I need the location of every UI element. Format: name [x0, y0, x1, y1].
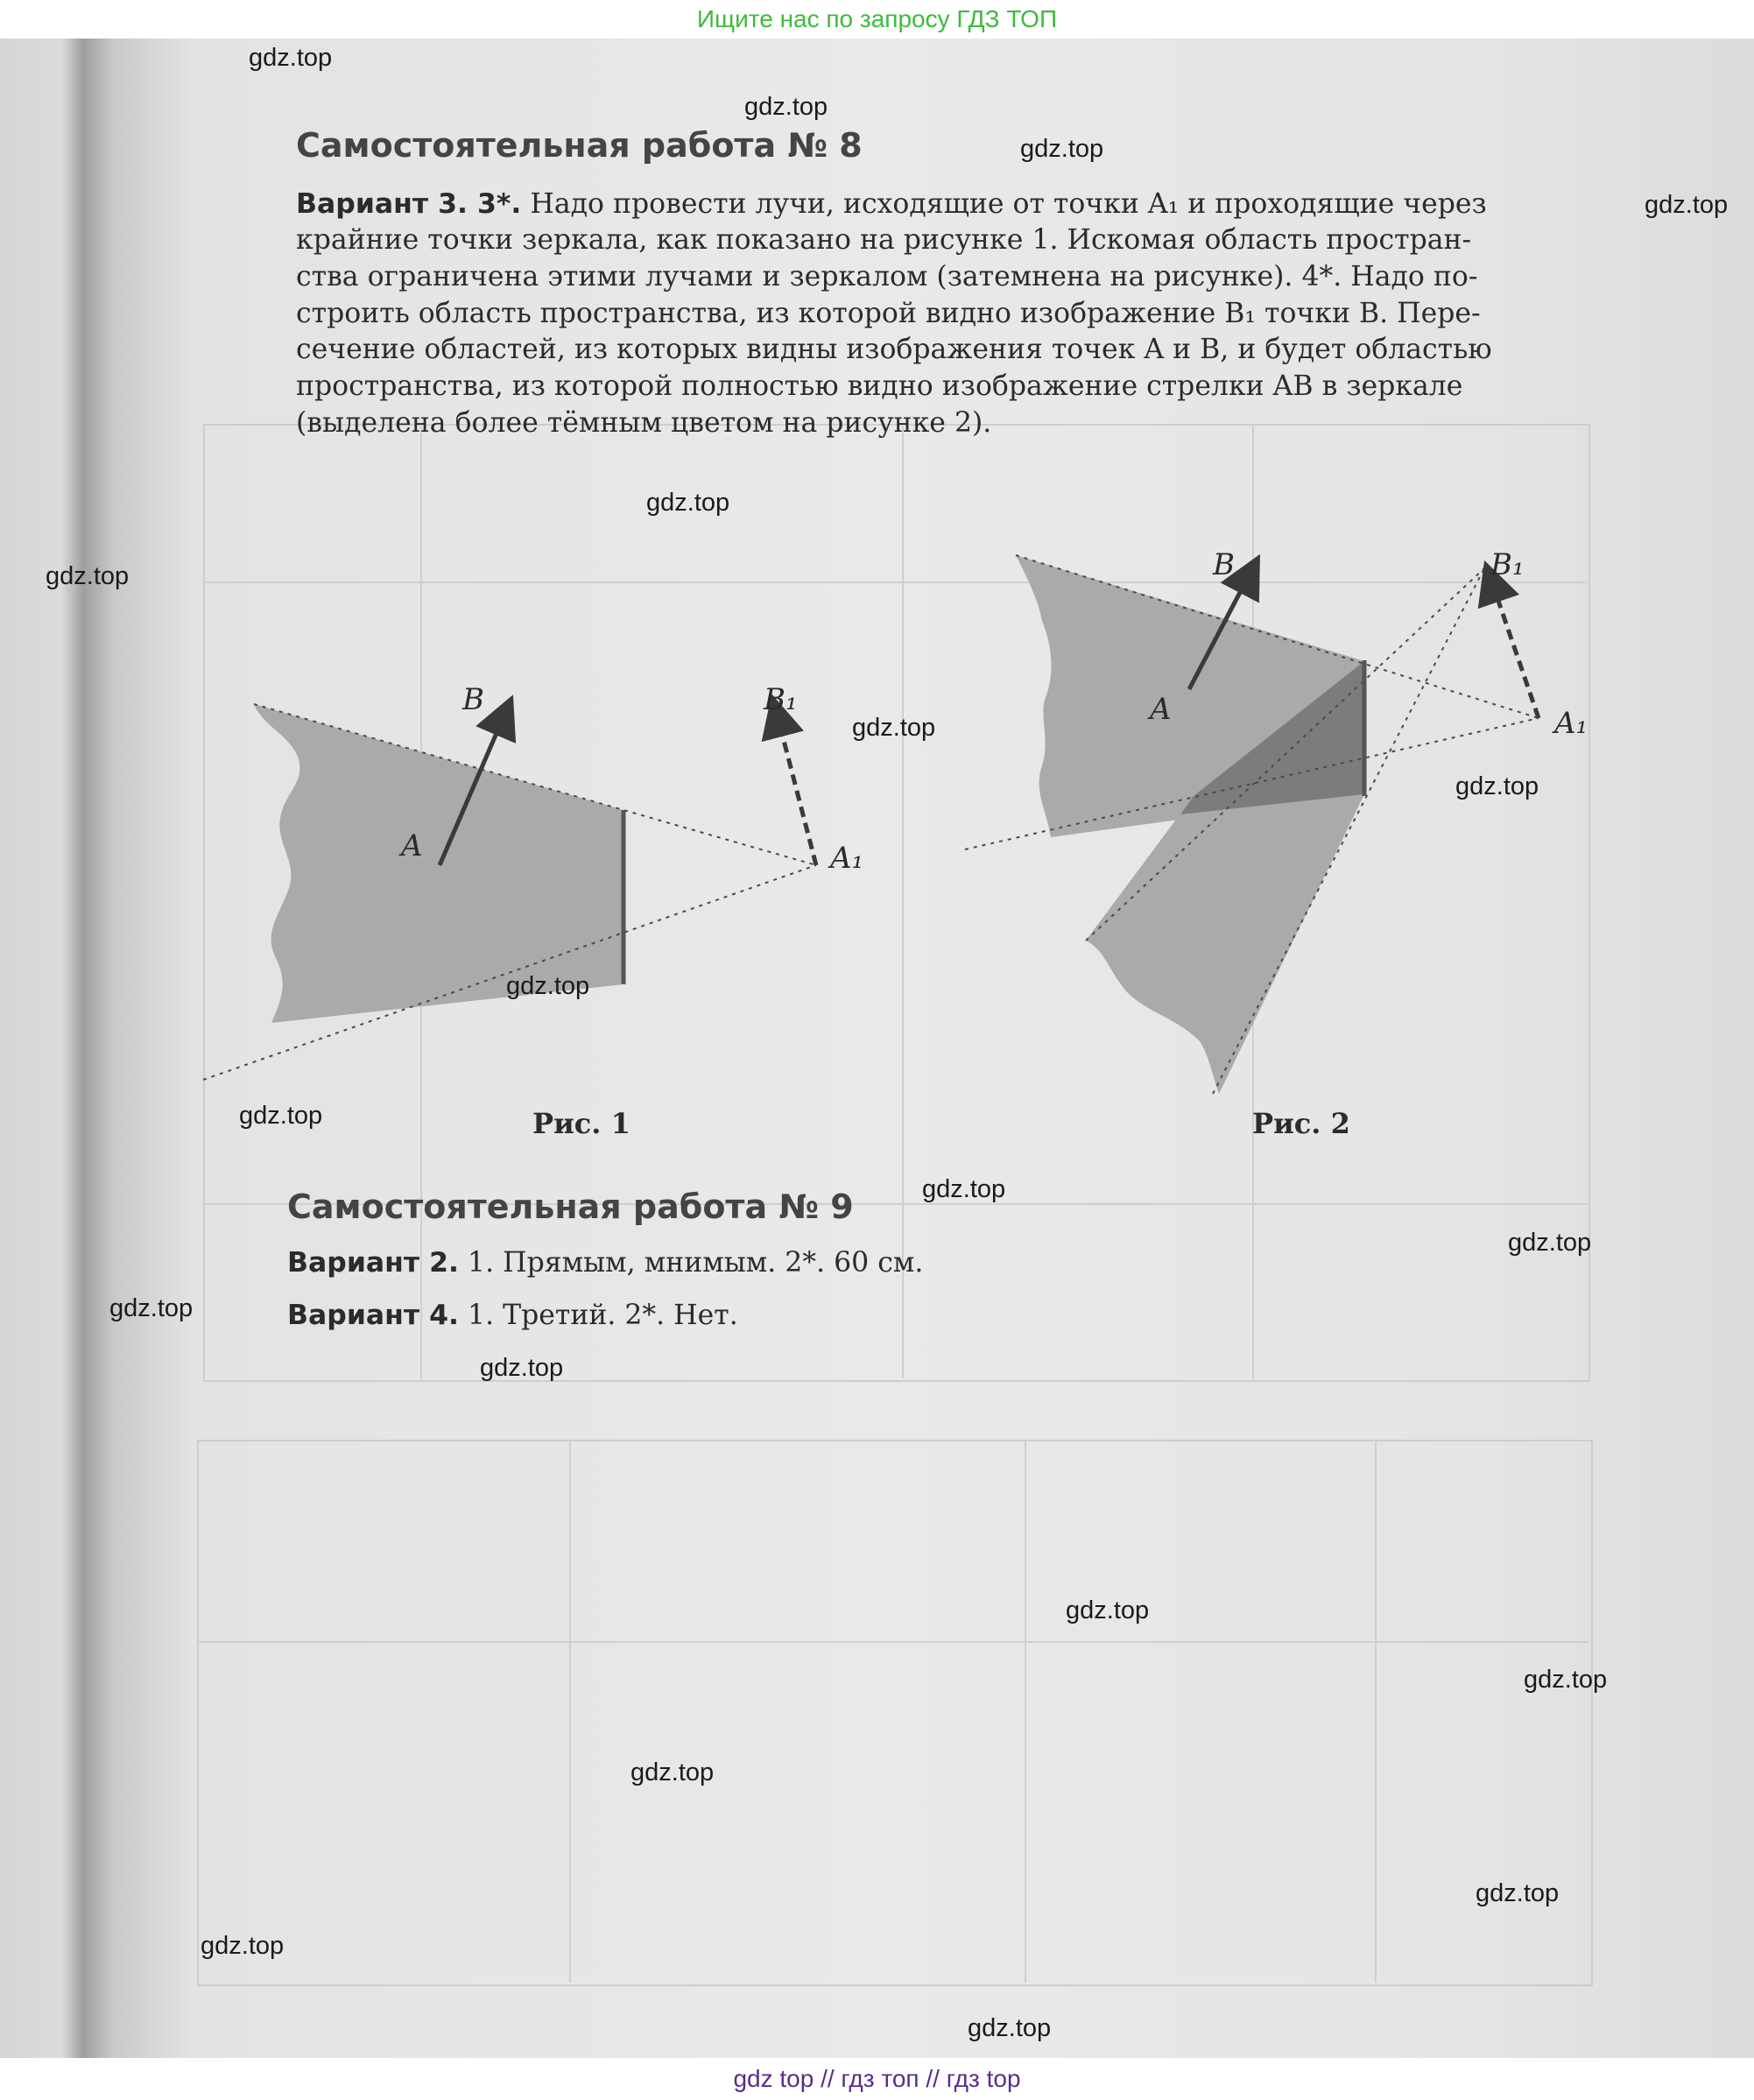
bottom-links[interactable]: gdz top // гдз топ // гдз top: [0, 2058, 1754, 2100]
arrow-A1B1: [775, 707, 816, 865]
watermark: gdz.top: [1524, 1666, 1608, 1694]
watermark: gdz.top: [249, 44, 333, 72]
work9-variant2: Вариант 2. 1. Прямым, мнимым. 2*. 60 см.: [287, 1247, 924, 1279]
ghost-line: [1375, 1440, 1377, 1983]
watermark: gdz.top: [852, 714, 936, 742]
label-B: B: [462, 682, 484, 717]
ghost-line: [902, 424, 904, 1378]
watermark: gdz.top: [1066, 1596, 1150, 1624]
watermark: gdz.top: [1476, 1879, 1560, 1907]
label-A: A: [401, 828, 423, 863]
arrow-A1B1: [1489, 573, 1539, 718]
fig1-caption: Рис. 1: [532, 1107, 630, 1140]
watermark: gdz.top: [201, 1932, 285, 1960]
label-B: B: [1213, 547, 1235, 582]
watermark: gdz.top: [109, 1294, 194, 1322]
work8-title: Самостоятельная работа № 8: [296, 126, 863, 165]
watermark: gdz.top: [1020, 135, 1104, 163]
watermark: gdz.top: [1455, 772, 1539, 800]
watermark: gdz.top: [744, 93, 828, 121]
label-B1: B₁: [1490, 547, 1525, 582]
watermark: gdz.top: [46, 562, 130, 590]
watermark: gdz.top: [922, 1175, 1006, 1203]
work9-title: Самостоятельная работа № 9: [287, 1187, 854, 1226]
label-A1: A₁: [830, 841, 864, 876]
ghost-table-bottom: [197, 1440, 1593, 1986]
ghost-line: [197, 1641, 1589, 1643]
watermark: gdz.top: [480, 1354, 564, 1382]
work8-line-7: (выделена более тёмным цветом на рисунке 2).: [296, 407, 992, 439]
watermark: gdz.top: [630, 1758, 715, 1786]
label-A1: A₁: [1554, 706, 1588, 741]
watermark: gdz.top: [968, 2014, 1052, 2042]
work8-line-5: сечение областей, из которых видны изображения точек A и B, и будет областью: [296, 334, 1492, 365]
work8-line-1: Вариант 3. 3*. Надо провести лучи, исходящие от точки A₁ и проходящие через: [296, 188, 1487, 220]
fig2-caption: Рис. 2: [1252, 1107, 1350, 1140]
top-banner[interactable]: Ищите нас по запросу ГДЗ ТОП: [0, 0, 1754, 39]
work8-line-2: крайние точки зеркала, как показано на рисунке 1. Искомая область простран-: [296, 224, 1472, 256]
scanned-page: [0, 39, 1754, 2058]
work8-line-3: ства ограничена этими лучами и зеркалом (затемнена на рисунке). 4*. Надо по-: [296, 261, 1478, 292]
figure-2: [954, 529, 1673, 1107]
ghost-line: [1025, 1440, 1026, 1983]
watermark: gdz.top: [506, 972, 590, 1000]
work9-variant4: Вариант 4. 1. Третий. 2*. Нет.: [287, 1300, 738, 1331]
watermark: gdz.top: [239, 1102, 323, 1130]
watermark: gdz.top: [1508, 1229, 1592, 1257]
work8-line-4: строить область пространства, из которой видно изображение B₁ точки B. Пере-: [296, 298, 1481, 329]
watermark: gdz.top: [1645, 191, 1729, 219]
ghost-line: [569, 1440, 571, 1983]
watermark: gdz.top: [646, 489, 730, 517]
label-A: A: [1150, 692, 1172, 727]
work8-line-6: пространства, из которой полностью видно изображение стрелки AB в зеркале: [296, 370, 1463, 402]
label-B1: B₁: [764, 682, 798, 717]
figure-1: [193, 652, 884, 1107]
